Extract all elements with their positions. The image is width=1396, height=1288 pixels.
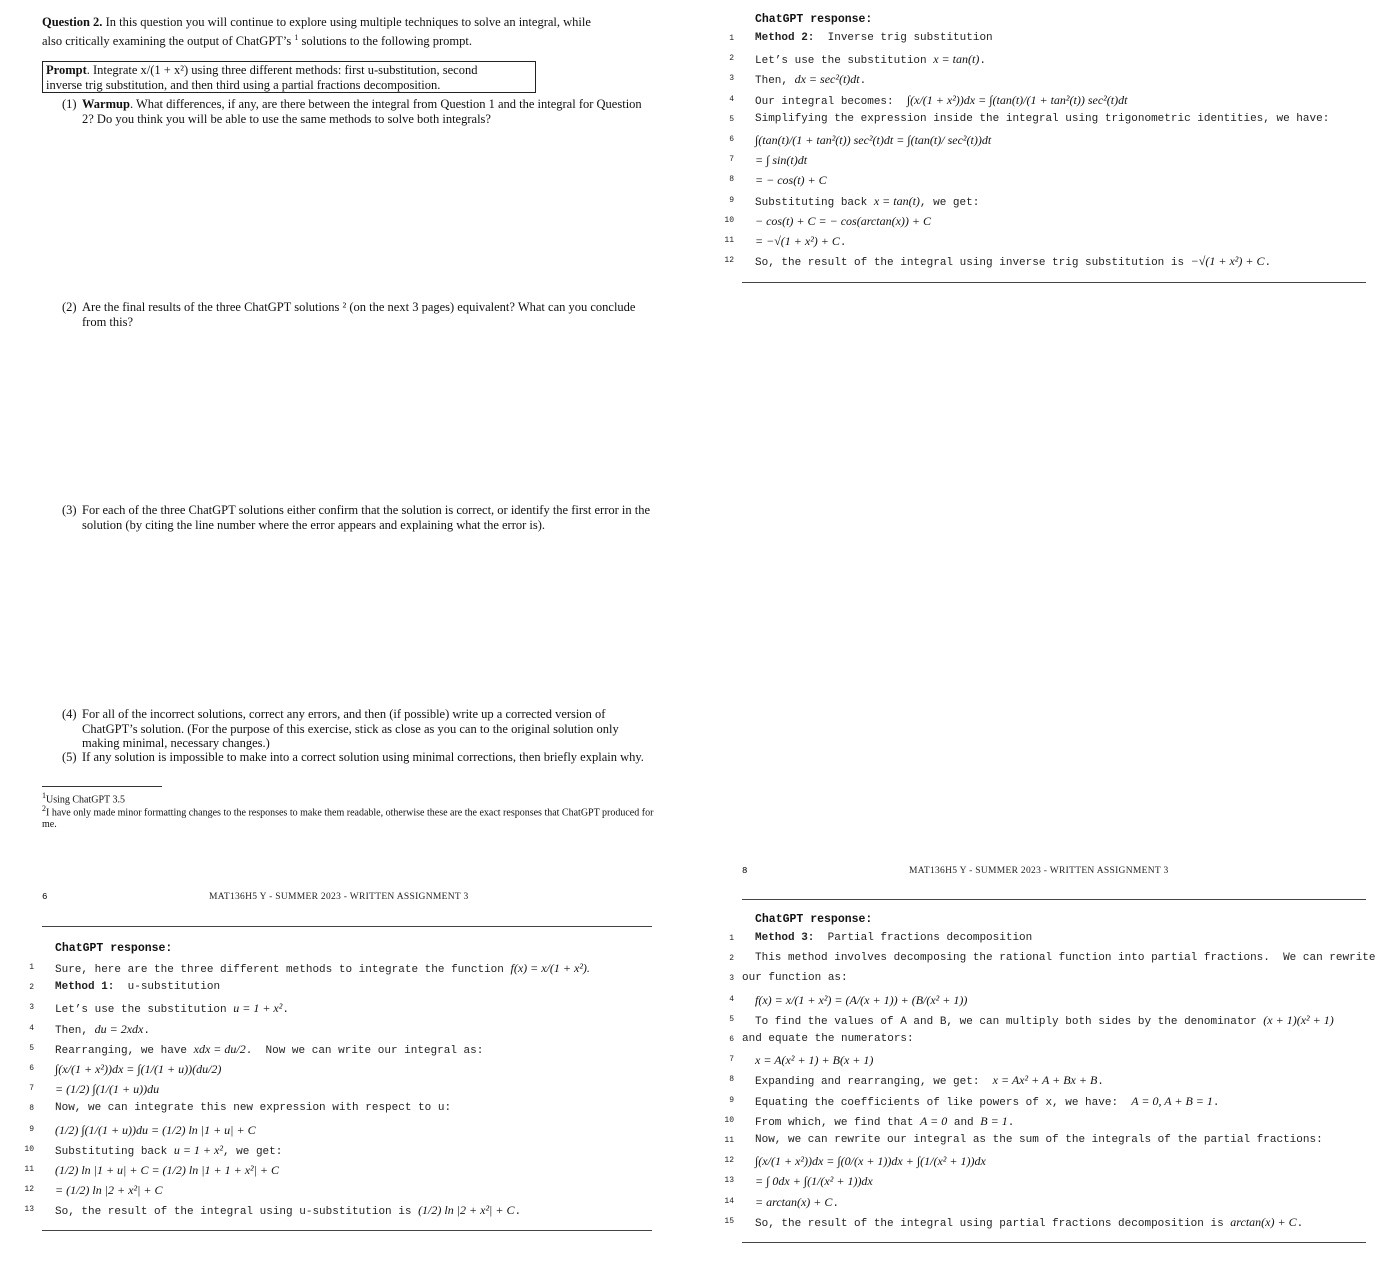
line-number: 5 bbox=[729, 114, 734, 124]
response-line bbox=[742, 1033, 914, 1045]
response-line bbox=[55, 1183, 162, 1198]
response-line bbox=[55, 1203, 521, 1218]
line-number: 10 bbox=[24, 1144, 34, 1154]
line-number: 1 bbox=[729, 934, 734, 943]
line-text: . bbox=[1296, 1217, 1304, 1230]
line-text: . bbox=[514, 1206, 522, 1219]
math-expression: x = A(x² + 1) + B(x + 1) bbox=[755, 1053, 874, 1068]
response-line bbox=[55, 1062, 221, 1077]
response-line bbox=[755, 113, 1329, 125]
response-line bbox=[55, 1001, 289, 1016]
line-text: Partial fractions decomposition bbox=[814, 932, 1033, 944]
method2-page bbox=[714, 0, 1396, 836]
line-text: Inverse trig substitution bbox=[814, 32, 993, 44]
response-line bbox=[55, 1123, 256, 1138]
response-line bbox=[755, 993, 967, 1008]
method-label: Method 1: bbox=[55, 981, 115, 994]
response-line bbox=[755, 173, 827, 188]
line-number: 4 bbox=[29, 1023, 34, 1033]
line-number: 1 bbox=[29, 963, 34, 972]
line-number: 1 bbox=[729, 34, 734, 43]
line-text: So, the result of the integral using partial fractions decomposition is bbox=[755, 1217, 1231, 1230]
line-number: 4 bbox=[729, 994, 734, 1004]
line-text: , we get: bbox=[222, 1145, 283, 1158]
line-number: 15 bbox=[724, 1216, 734, 1226]
line-text: Equating the coefficients of like powers of x, we have: bbox=[755, 1096, 1132, 1109]
response-line bbox=[755, 1013, 1334, 1028]
math-expression: du = 2xdx bbox=[94, 1021, 144, 1036]
line-text: u-substitution bbox=[114, 981, 221, 994]
line-number: 7 bbox=[729, 155, 734, 165]
response-line bbox=[55, 1143, 282, 1158]
response-line bbox=[742, 972, 848, 984]
page-header: MAT136H5 Y - SUMMER 2023 - WRITTEN ASSIGNMENT 3 bbox=[209, 892, 469, 902]
response-title: ChatGPT response: bbox=[755, 13, 873, 26]
response-line bbox=[755, 133, 991, 148]
line-text: . bbox=[859, 75, 867, 88]
question-item-5: (5) If any solution is impossible to make into a correct solution using minimal corrections, then briefly explain why. bbox=[62, 750, 644, 764]
response-line bbox=[755, 1215, 1303, 1230]
response-line bbox=[755, 72, 866, 87]
response-line bbox=[55, 981, 220, 993]
line-number: 7 bbox=[729, 1055, 734, 1065]
math-expression: f(x) = x/(1 + x²) = (A/(x + 1)) + (B/(x² + 1)) bbox=[755, 992, 968, 1007]
line-number: 12 bbox=[724, 256, 734, 266]
line-text: Then, bbox=[755, 75, 795, 88]
math-expression: (1/2) ∫(1/(1 + u))du = (1/2) ln |1 + u| + C bbox=[55, 1122, 256, 1137]
line-number: 6 bbox=[29, 1064, 34, 1073]
line-text: . bbox=[1097, 1076, 1104, 1089]
math-expression: (1/2) ln |1 + u| + C = (1/2) ln |1 + 1 + x²| + C bbox=[55, 1163, 280, 1177]
question-item-1: (1) Warmup. What differences, if any, are there between the integral from Question 1 and the integral for Question 2? Do you think you will be able to use the same methods to solve both integrals? bbox=[62, 97, 642, 126]
line-number: 3 bbox=[729, 74, 734, 84]
line-text: Then, bbox=[55, 1024, 95, 1037]
line-text: From which, we find that bbox=[755, 1116, 921, 1129]
math-expression: x = Ax² + A + Bx + B bbox=[992, 1073, 1098, 1088]
line-number: 12 bbox=[24, 1185, 34, 1195]
math-expression: B = 1 bbox=[980, 1113, 1008, 1128]
line-number: 3 bbox=[729, 974, 734, 984]
response-title: ChatGPT response: bbox=[755, 913, 873, 926]
line-number: 4 bbox=[729, 94, 734, 104]
line-number: 2 bbox=[729, 954, 734, 964]
line-text: This method involves decomposing the rational function into partial fractions. We can rewrite bbox=[755, 952, 1376, 965]
question-line-1: Question 2. In this question you will continue to explore using multiple techniques to solve an integral, while bbox=[42, 15, 591, 29]
question-item-4: (4) For all of the incorrect solutions, correct any errors, and then (if possible) write up a corrected version of ChatGPT’s solution. (For the purpose of this exercise, stick as close as you can to the original solution only making minimal, necessary changes.) bbox=[62, 707, 619, 750]
line-text: Simplifying the expression inside the integral using trigonometric identities, we have: bbox=[755, 112, 1330, 125]
line-text: Let’s use the substitution bbox=[755, 55, 934, 68]
line-text: . bbox=[979, 55, 986, 68]
math-expression: = ∫ 0dx + ∫(1/(x² + 1))dx bbox=[755, 1174, 873, 1189]
math-expression: u = 1 + x² bbox=[233, 1001, 283, 1016]
response-line bbox=[55, 1082, 159, 1097]
response-line bbox=[755, 1174, 873, 1189]
line-number: 2 bbox=[729, 54, 734, 64]
response-line bbox=[755, 1154, 986, 1169]
line-text: . bbox=[1007, 1116, 1015, 1129]
line-number: 13 bbox=[24, 1205, 34, 1215]
line-text: Substituting back bbox=[55, 1145, 174, 1158]
footnote-1: $^1$Using ChatGPT 3.5 bbox=[42, 791, 125, 806]
line-number: 5 bbox=[29, 1043, 34, 1053]
response-line bbox=[55, 1022, 150, 1037]
math-expression: = − cos(t) + C bbox=[755, 173, 827, 188]
math-expression: = ∫ sin(t)dt bbox=[755, 153, 808, 168]
response-line bbox=[755, 1134, 1323, 1146]
math-expression: f(x) = x/(1 + x²). bbox=[510, 961, 590, 975]
response-line bbox=[755, 952, 1376, 964]
line-number: 2 bbox=[29, 983, 34, 993]
line-text: . bbox=[832, 1197, 840, 1210]
line-text: Sure, here are the three different methods to integrate the function bbox=[55, 964, 511, 976]
math-expression: dx = sec²(t)dt bbox=[794, 72, 860, 87]
method-label: Method 3: bbox=[755, 932, 815, 944]
question-line-2: also critically examining the output of ChatGPT’s $^1$ solutions to the following prompt. bbox=[42, 33, 472, 49]
question-page bbox=[0, 0, 714, 862]
line-number: 8 bbox=[29, 1104, 34, 1114]
response-end-rule bbox=[742, 1242, 1366, 1243]
page-number: 6 bbox=[42, 892, 48, 902]
response-line bbox=[755, 1195, 839, 1210]
math-expression: x = tan(t) bbox=[873, 193, 920, 208]
line-text: Substituting back bbox=[755, 196, 874, 209]
method3-page bbox=[714, 836, 1396, 1288]
line-text: and equate the numerators: bbox=[742, 1033, 914, 1045]
line-text: . bbox=[1212, 1096, 1220, 1109]
line-text: Now, we can rewrite our integral as the sum of the integrals of the partial fractions: bbox=[755, 1134, 1323, 1146]
response-title: ChatGPT response: bbox=[55, 942, 173, 955]
method1-page bbox=[0, 862, 714, 1288]
line-number: 8 bbox=[729, 1075, 734, 1085]
question-item-3: (3) For each of the three ChatGPT solutions either confirm that the solution is correct, or identify the first error in the solution (by citing the line number where the error appears and explaining what the error is). bbox=[62, 503, 651, 532]
response-line bbox=[755, 1053, 873, 1068]
response-line bbox=[755, 1114, 1014, 1129]
math-expression: (1/2) ln |2 + x²| + C bbox=[418, 1203, 515, 1218]
page-header: MAT136H5 Y - SUMMER 2023 - WRITTEN ASSIGNMENT 3 bbox=[909, 866, 1169, 876]
line-number: 5 bbox=[729, 1014, 734, 1024]
response-line bbox=[755, 1073, 1104, 1088]
header-rule bbox=[742, 899, 1366, 900]
math-expression: ∫(x/(1 + x²))dx = ∫(1/(1 + u))(du/2) bbox=[55, 1062, 222, 1076]
math-expression: = −√(1 + x²) + C bbox=[755, 234, 840, 248]
math-expression: arctan(x) + C bbox=[1230, 1214, 1297, 1229]
method-label: Method 2: bbox=[755, 32, 815, 44]
footnote-2: $^2$I have only made minor formatting changes to the responses to make them readable, otherwise these are the exact responses that ChatGPT produced for me. bbox=[42, 804, 654, 831]
response-line bbox=[755, 254, 1271, 269]
line-number: 11 bbox=[724, 236, 734, 245]
response-line bbox=[55, 1042, 483, 1057]
line-text: . bbox=[143, 1024, 150, 1037]
response-line bbox=[755, 932, 1032, 944]
line-text: . bbox=[839, 237, 847, 249]
response-line bbox=[755, 93, 1127, 108]
response-end-rule bbox=[742, 282, 1366, 283]
response-line bbox=[755, 52, 986, 67]
line-text: Now, we can integrate this new expression with respect to u: bbox=[55, 1102, 452, 1115]
prompt-box: Prompt. Integrate x/(1 + x²) using three different methods: first u-substitution, second inverse trig substitution, and then third using a partial fractions decomposition. bbox=[42, 61, 536, 93]
line-number: 13 bbox=[724, 1176, 734, 1186]
math-expression: u = 1 + x² bbox=[173, 1142, 223, 1157]
response-line bbox=[755, 234, 847, 249]
math-expression: −√(1 + x²) + C bbox=[1190, 254, 1265, 269]
line-text: and bbox=[947, 1116, 981, 1129]
line-text: To find the values of A and B, we can multiply both sides by the denominator bbox=[755, 1015, 1264, 1028]
line-text: , we get: bbox=[919, 196, 980, 209]
line-number: 11 bbox=[724, 1136, 734, 1145]
line-text: Rearranging, we have bbox=[55, 1044, 194, 1057]
line-number: 3 bbox=[29, 1003, 34, 1013]
line-number: 8 bbox=[729, 175, 734, 185]
line-number: 9 bbox=[729, 195, 734, 205]
math-expression: = (1/2) ∫(1/(1 + u))du bbox=[55, 1082, 160, 1097]
math-expression: ∫(x/(1 + x²))dx = ∫(tan(t)/(1 + tan²(t)) sec²(t)dt bbox=[906, 92, 1128, 107]
line-text: Let’s use the substitution bbox=[55, 1004, 234, 1017]
math-expression: xdx = du/2 bbox=[193, 1041, 246, 1056]
response-line bbox=[755, 194, 979, 209]
line-text: So, the result of the integral using u-substitution is bbox=[55, 1206, 419, 1219]
line-number: 10 bbox=[724, 215, 734, 225]
line-number: 6 bbox=[729, 135, 734, 144]
math-expression: A = 0, A + B = 1 bbox=[1131, 1093, 1213, 1108]
response-line bbox=[55, 961, 590, 976]
line-text: Expanding and rearranging, we get: bbox=[755, 1076, 993, 1089]
response-end-rule bbox=[42, 1230, 652, 1231]
line-number: 9 bbox=[29, 1124, 34, 1134]
math-expression: = arctan(x) + C bbox=[755, 1194, 833, 1209]
header-rule bbox=[42, 926, 652, 927]
response-line bbox=[755, 214, 931, 229]
line-number: 6 bbox=[729, 1035, 734, 1044]
math-expression: − cos(t) + C = − cos(arctan(x)) + C bbox=[755, 213, 932, 228]
line-text: . bbox=[1264, 257, 1272, 270]
question-item-2: (2) Are the final results of the three ChatGPT solutions ² (on the next 3 pages) equivalent? What can you conclude from this? bbox=[62, 300, 636, 329]
math-expression: ∫(x/(1 + x²))dx = ∫(0/(x + 1))dx + ∫(1/(x² + 1))dx bbox=[755, 1154, 986, 1169]
page-number: 8 bbox=[742, 866, 748, 876]
line-number: 14 bbox=[724, 1196, 734, 1206]
footnote-rule bbox=[42, 786, 162, 787]
math-expression: x = tan(t) bbox=[933, 52, 980, 67]
response-line bbox=[55, 1163, 279, 1178]
line-text: . Now we can write our integral as: bbox=[245, 1044, 484, 1057]
response-line bbox=[755, 153, 807, 168]
line-text: So, the result of the integral using inverse trig substitution is bbox=[755, 257, 1191, 270]
line-text: Our integral becomes: bbox=[755, 95, 907, 108]
response-line bbox=[755, 1094, 1220, 1109]
line-number: 7 bbox=[29, 1084, 34, 1094]
math-expression: = (1/2) ln |2 + x²| + C bbox=[55, 1183, 163, 1198]
line-text: . bbox=[282, 1004, 289, 1017]
math-expression: ∫(tan(t)/(1 + tan²(t)) sec²(t)dt = ∫(tan(t)/ sec²(t))dt bbox=[755, 133, 992, 147]
line-number: 12 bbox=[724, 1156, 734, 1166]
line-text: our function as: bbox=[742, 972, 848, 985]
math-expression: (x + 1)(x² + 1) bbox=[1263, 1012, 1334, 1027]
line-number: 9 bbox=[729, 1095, 734, 1105]
response-line bbox=[755, 32, 993, 44]
line-number: 10 bbox=[724, 1115, 734, 1125]
line-number: 11 bbox=[24, 1165, 34, 1174]
response-line bbox=[55, 1102, 451, 1114]
math-expression: A = 0 bbox=[920, 1113, 948, 1128]
